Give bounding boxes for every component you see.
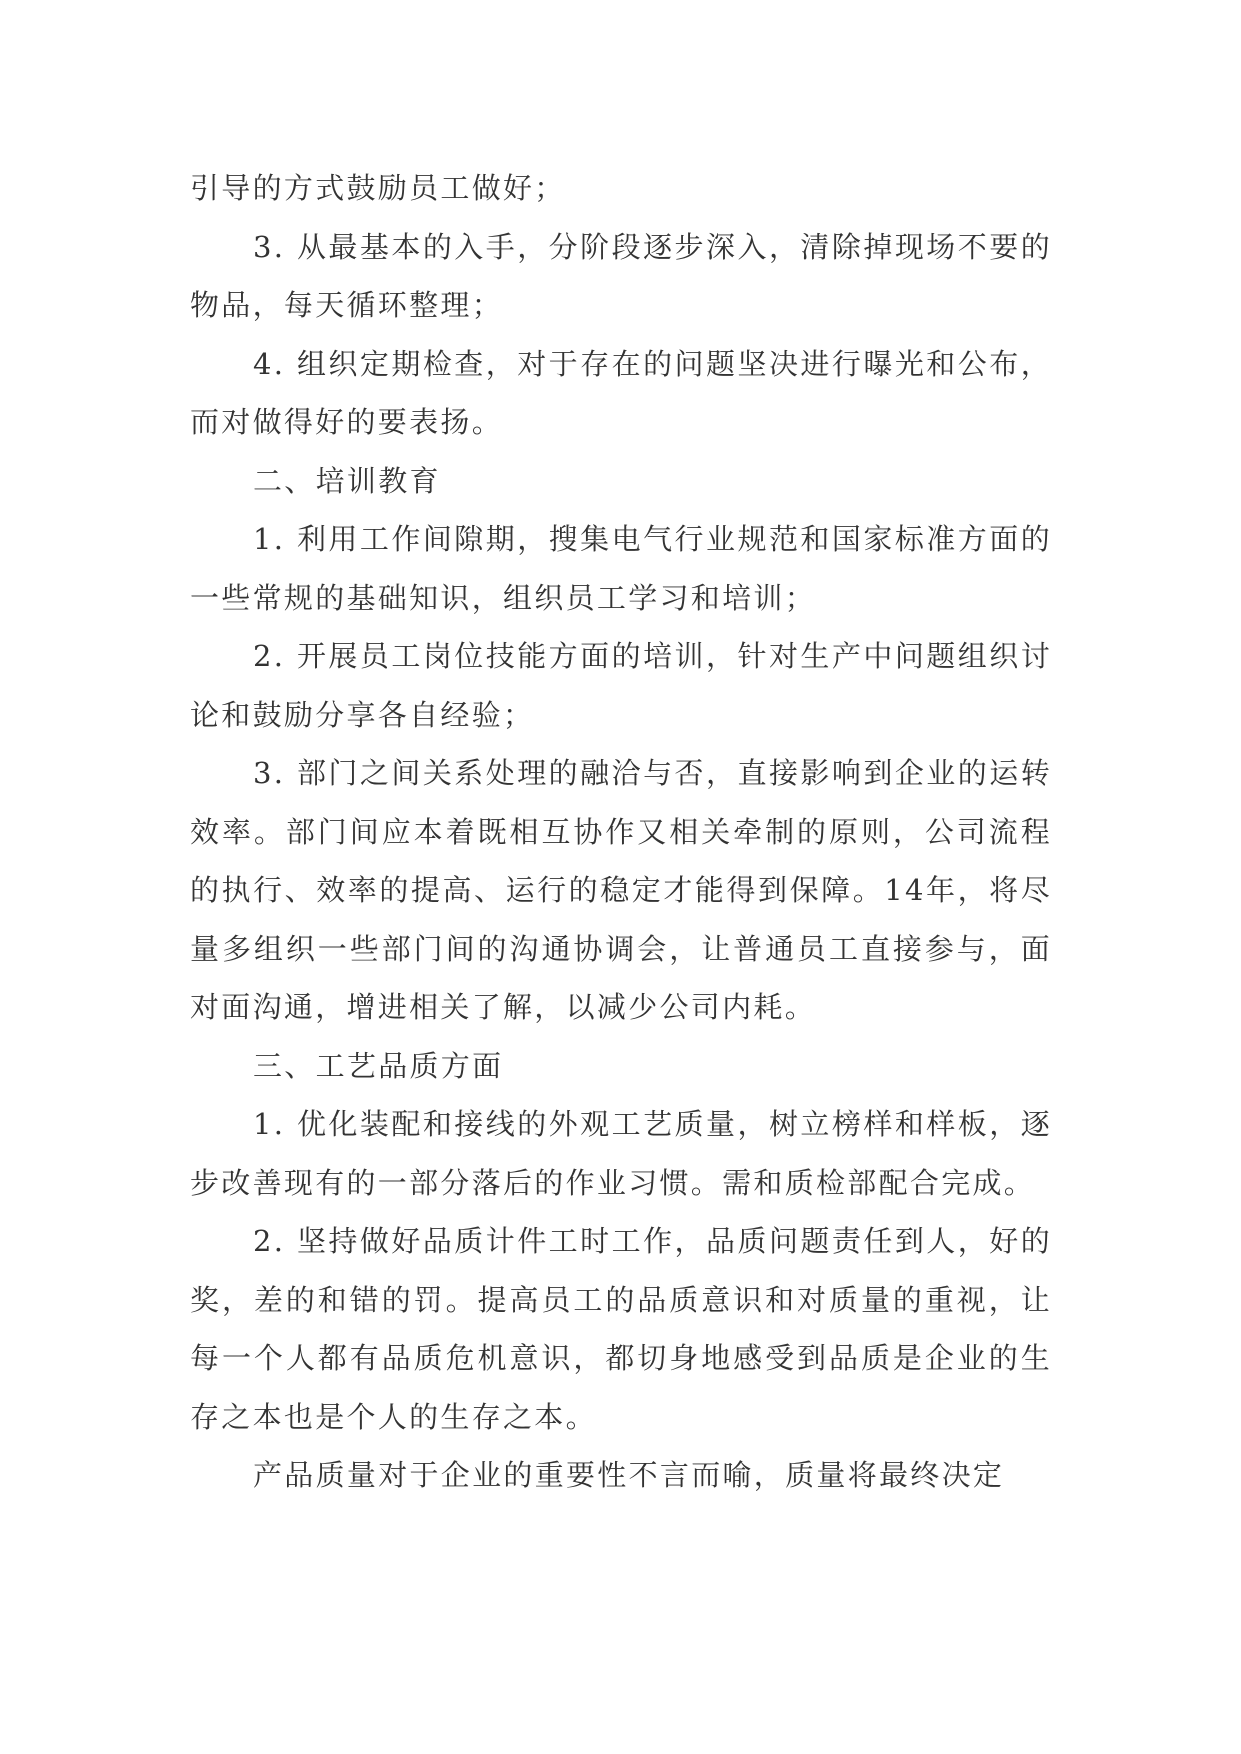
document-body [190,159,1052,1505]
list-item-4: 4. 组织定期检查，对于存在的问题坚决进行曝光和公布，而对做得好的要表扬。 [190,346,1052,439]
paragraph: 引导的方式鼓励员工做好； [190,171,566,205]
list-item-1: 1. 优化装配和接线的外观工艺质量，树立榜样和样板，逐步改善现有的一部分落后的作业习惯。需和质检部配合完成。 [190,1107,1052,1200]
list-item-3: 3. 从最基本的入手，分阶段逐步深入，清除掉现场不要的物品，每天循环整理； [190,229,1052,322]
section-heading-quality: 三、工艺品质方面 [253,1048,504,1083]
list-item-2: 2. 开展员工岗位技能方面的培训，针对生产中问题组织讨论和鼓励分享各自经验； [190,639,1052,732]
paragraph: 产品质量对于企业的重要性不言而喻，质量将最终决定 [253,1458,1005,1492]
list-item-3: 3. 部门之间关系处理的融洽与否，直接影响到企业的运转效率。部门间应本着既相互协作又相关牵制的原则，公司流程的执行、效率的提高、运行的稳定才能得到保障。14年，将尽量多组织一些部门间的沟通协调会，让普通员工直接参与，面对面沟通，增进相关了解，以减少公司内耗。 [190,756,1052,1024]
list-item-2: 2. 坚持做好品质计件工时工作，品质问题责任到人，好的奖，差的和错的罚。提高员工的品质意识和对质量的重视，让每一个人都有品质危机意识，都切身地感受到品质是企业的生存之本也是个人的生存之本。 [190,1224,1052,1434]
list-item-1: 1. 利用工作间隙期，搜集电气行业规范和国家标准方面的一些常规的基础知识，组织员工学习和培训； [190,522,1052,615]
section-heading-training: 二、培训教育 [253,463,441,498]
